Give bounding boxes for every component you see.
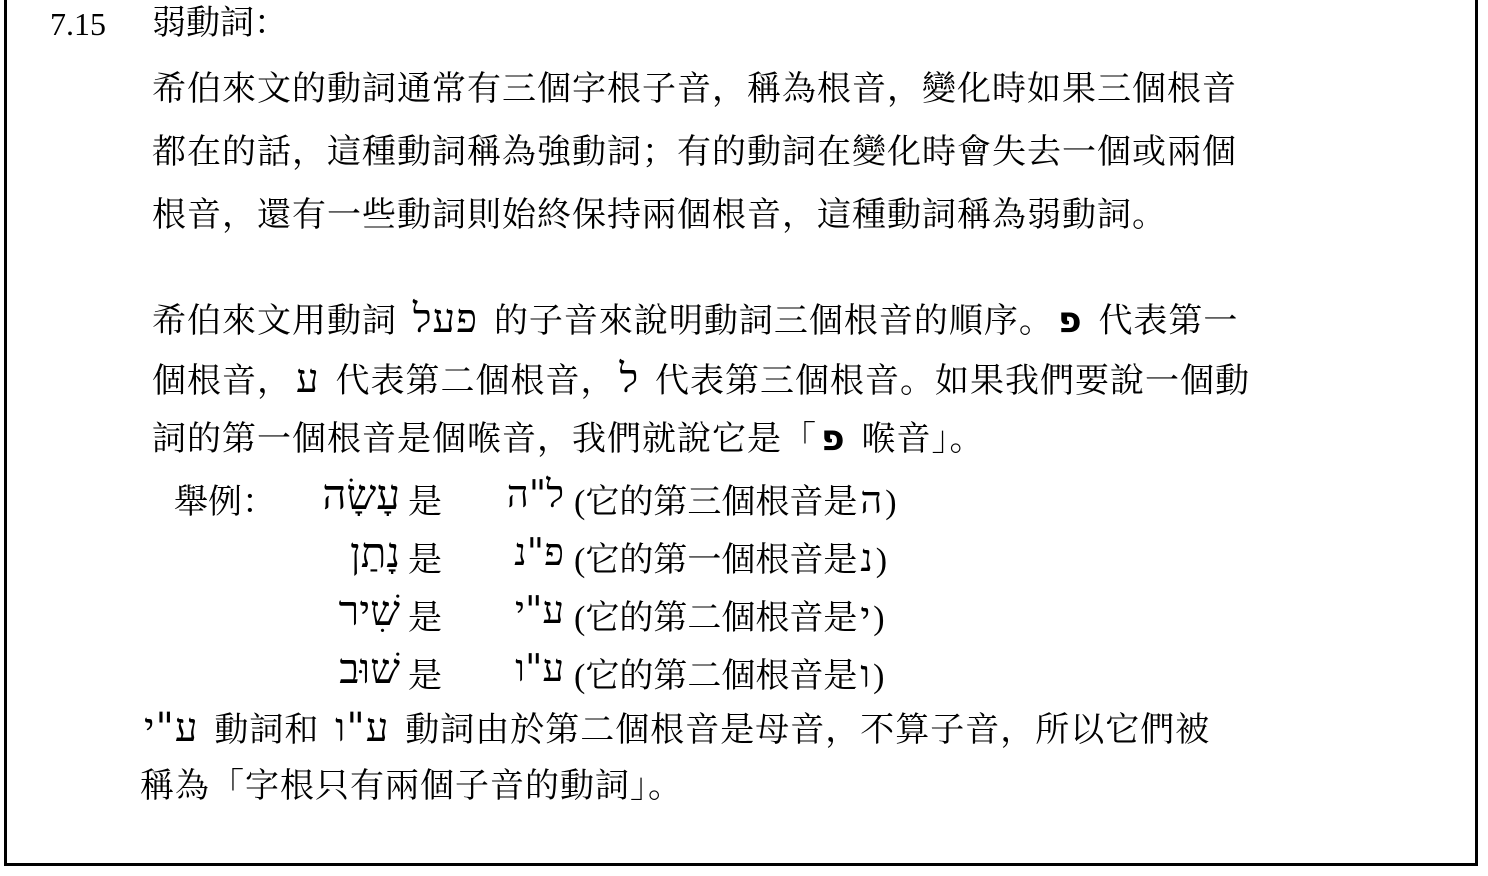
- close-paren: ): [875, 542, 888, 579]
- paragraph-line: [152, 290, 1250, 350]
- verb-class-ayin-yod: ע"י: [144, 705, 199, 751]
- close-paren: ): [873, 658, 885, 695]
- note-text: 它的第三個根音是: [585, 482, 858, 522]
- paragraph-line: [152, 350, 1250, 410]
- close-paren: ): [873, 600, 885, 637]
- hebrew-verb-pael: פעל: [412, 296, 479, 342]
- hebrew-example-word: נָתַן: [350, 528, 400, 577]
- section-title: 弱動詞：: [152, 3, 288, 43]
- example-note: [574, 590, 885, 639]
- hebrew-root-letter: נ: [860, 536, 873, 580]
- example-row: [0, 528, 1488, 588]
- note-text: 它的第一個根音是: [585, 540, 858, 580]
- note-text: 它的第二個根音是: [585, 656, 858, 696]
- verb-class: ע"ו: [515, 646, 564, 690]
- hebrew-example-word: עָשָׂה: [322, 470, 400, 519]
- paragraph-line: [140, 700, 1210, 758]
- hebrew-root-letter: ה: [860, 478, 883, 522]
- text-run: 的子音來說明動詞三個根音的順序。: [493, 301, 1054, 341]
- note-text: 它的第二個根音是: [585, 598, 858, 638]
- close-paren: ): [885, 484, 897, 521]
- paragraph-line: 根音，還有一些動詞則始終保持兩個根音，這種動詞稱為弱動詞。: [152, 195, 1167, 235]
- paragraph-line: 稱為「字根只有兩個子音的動詞」。: [140, 766, 683, 806]
- open-paren: (: [574, 658, 586, 695]
- verb-class: ל"ה: [506, 472, 564, 516]
- open-paren: (: [574, 542, 586, 579]
- text-run: 代表第一: [1098, 301, 1239, 341]
- example-row: [0, 644, 1488, 704]
- text-run: 個根音，: [152, 361, 292, 401]
- verb-class-ayin-vav: ע"ו: [335, 705, 390, 751]
- hebrew-letter-pe: פ: [1057, 300, 1083, 341]
- paragraph-line: [152, 410, 1250, 468]
- example-note: [574, 648, 884, 697]
- verb-class: פ"נ: [514, 530, 564, 574]
- hebrew-example-word: שִׁיר: [338, 586, 400, 635]
- text-run: 動詞由於第二個根音是母音，不算子音，所以它們被: [405, 710, 1211, 750]
- root-order-paragraph: [152, 290, 1250, 468]
- hebrew-root-letter: ו: [860, 652, 871, 696]
- example-row: [0, 586, 1488, 646]
- text-run: 代表第二個根音，: [335, 361, 616, 401]
- hebrew-letter-pe: פ: [821, 418, 846, 459]
- verb-class: ע"י: [515, 588, 564, 632]
- hebrew-letter-lamed: ל: [619, 356, 640, 402]
- text-run: 動詞和: [214, 710, 320, 750]
- example-is: 是: [408, 540, 442, 580]
- paragraph-line: 都在的話，這種動詞稱為強動詞；有的動詞在變化時會失去一個或兩個: [152, 132, 1237, 172]
- open-paren: (: [574, 600, 586, 637]
- section-number: 7.15: [50, 6, 106, 42]
- hebrew-letter-ayin: ע: [296, 356, 320, 402]
- example-is: 是: [408, 656, 442, 696]
- example-is: 是: [408, 598, 442, 638]
- text-run: 詞的第一個根音是個喉音，我們就說它是「: [152, 419, 817, 459]
- example-row: [0, 470, 1488, 530]
- example-label: 舉例：: [174, 482, 276, 522]
- hebrew-example-word: שׁוּב: [339, 644, 400, 693]
- example-note: [574, 532, 887, 581]
- text-run: 代表第三個根音。如果我們要說一個動: [654, 361, 1250, 401]
- intro-paragraph: [152, 58, 1237, 247]
- text-run: 希伯來文用動詞: [152, 301, 397, 341]
- hebrew-root-letter: י: [860, 594, 871, 638]
- hollow-verbs-paragraph: [140, 700, 1210, 814]
- text-run: 喉音」。: [861, 419, 985, 459]
- example-is: 是: [408, 482, 442, 522]
- paragraph-line: 希伯來文的動詞通常有三個字根子音，稱為根音，變化時如果三個根音: [152, 69, 1237, 109]
- open-paren: (: [574, 484, 586, 521]
- example-note: [574, 474, 897, 523]
